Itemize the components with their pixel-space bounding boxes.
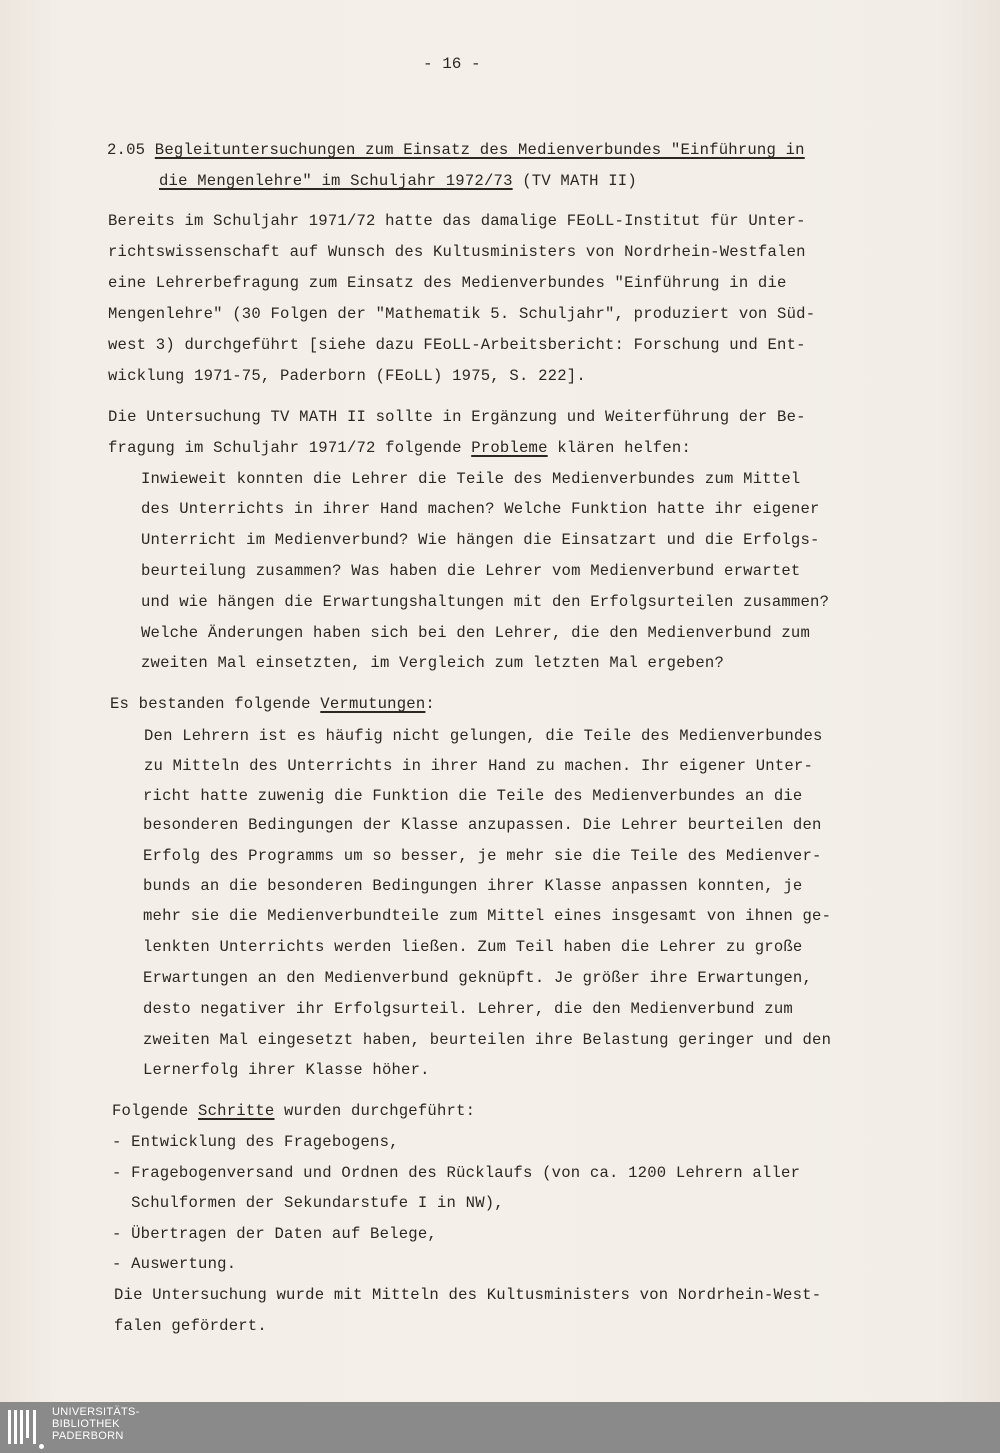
text-line: und wie hängen die Erwartungshaltungen mit den Erfolgsurteilen zusammen? — [141, 593, 830, 611]
list-item: - Entwicklung des Fragebogens, — [112, 1133, 399, 1151]
term-schritte: Schritte — [198, 1102, 275, 1120]
text-fragment: Es bestanden folgende — [110, 695, 321, 713]
term-probleme: Probleme — [471, 439, 548, 457]
text-line: zweiten Mal einsetzten, im Vergleich zum letzten Mal ergeben? — [141, 654, 725, 672]
text-line: Die Untersuchung wurde mit Mitteln des Kultusministers von Nordrhein-West- — [114, 1286, 822, 1304]
paragraph-hypotheses-intro — [110, 694, 435, 714]
text-line: zu Mitteln des Unterrichts in ihrer Hand zu machen. Ihr eigener Unter- — [144, 757, 814, 775]
term-vermutungen: Vermutungen — [320, 695, 426, 713]
section-title-part-1: Begleituntersuchungen zum Einsatz des Medienverbundes "Einführung in — [154, 141, 805, 159]
text-line: wicklung 1971-75, Paderborn (FEoLL) 1975, S. 222]. — [108, 367, 586, 385]
text-line: Mengenlehre" (30 Folgen der "Mathematik 5. Schuljahr", produziert von Süd- — [108, 305, 816, 323]
list-item: - Fragebogenversand und Ordnen des Rücklaufs (von ca. 1200 Lehrern aller — [112, 1164, 801, 1182]
text-line: Die Untersuchung TV MATH II sollte in Ergänzung und Weiterführung der Be- — [108, 408, 806, 426]
text-line: Bereits im Schuljahr 1971/72 hatte das damalige FEoLL-Institut für Unter- — [108, 212, 806, 230]
text-line: desto negativer ihr Erfolgsurteil. Lehrer, die den Medienverbund zum — [143, 1000, 793, 1018]
paragraph-steps-intro — [112, 1101, 475, 1121]
section-heading-line-1 — [107, 140, 805, 160]
list-item: - Übertragen der Daten auf Belege, — [112, 1225, 437, 1243]
text-line: Erfolg des Programms um so besser, je mehr sie die Teile des Medienver- — [143, 847, 822, 865]
text-line: richt hatte zuwenig die Funktion die Teile des Medienverbundes an die — [143, 787, 803, 805]
section-number: 2.05 — [107, 141, 146, 159]
library-logo-text — [52, 1406, 140, 1442]
text-line: Erwartungen an den Medienverbund geknüpft. Je größer ihre Erwartungen, — [143, 969, 813, 987]
library-logo-icon — [6, 1408, 46, 1448]
logo-line: PADERBORN — [52, 1430, 124, 1442]
text-line: bunds an die besonderen Bedingungen ihrer Klasse anpassen konnten, je — [143, 877, 803, 895]
text-line: west 3) durchgeführt [siehe dazu FEoLL-Arbeitsbericht: Forschung und Ent- — [108, 336, 806, 354]
text-line: des Unterrichts in ihrer Hand machen? Welche Funktion hatte ihr eigener — [141, 500, 820, 518]
text-line: besonderen Bedingungen der Klasse anzupassen. Die Lehrer beurteilen den — [143, 816, 822, 834]
text-line: zweiten Mal eingesetzt haben, beurteilen ihre Belastung geringer und den — [143, 1031, 832, 1049]
list-item: Schulformen der Sekundarstufe I in NW), — [112, 1194, 504, 1212]
text-line — [108, 438, 691, 458]
text-fragment: wurden durchgeführt: — [274, 1102, 476, 1120]
page-number: - 16 - — [423, 55, 481, 73]
text-line: beurteilung zusammen? Was haben die Lehrer vom Medienverbund erwartet — [141, 562, 801, 580]
section-title-suffix: (TV MATH II) — [512, 172, 637, 190]
text-line: mehr sie die Medienverbundteile zum Mittel eines insgesamt von ihnen ge- — [143, 907, 832, 925]
text-fragment: fragung im Schuljahr 1971/72 folgende — [108, 439, 472, 457]
text-line: Den Lehrern ist es häufig nicht gelungen, die Teile des Medienverbundes — [144, 727, 823, 745]
list-item: - Auswertung. — [112, 1255, 237, 1273]
text-fragment: klären helfen: — [547, 439, 692, 457]
text-line: Unterricht im Medienverbund? Wie hängen die Einsatzart und die Erfolgs- — [141, 531, 820, 549]
text-line: falen gefördert. — [114, 1317, 267, 1335]
text-line: Welche Änderungen haben sich bei den Lehrer, die den Medienverbund zum — [141, 624, 811, 642]
section-title-part-2: die Mengenlehre" im Schuljahr 1972/73 — [159, 172, 513, 190]
text-line: eine Lehrerbefragung zum Einsatz des Medienverbundes "Einführung in die — [108, 274, 787, 292]
logo-line: BIBLIOTHEK — [52, 1418, 120, 1430]
footer-bar — [0, 1402, 1000, 1453]
text-line: richtswissenschaft auf Wunsch des Kultusministers von Nordrhein-Westfalen — [108, 243, 806, 261]
text-fragment: Folgende — [112, 1102, 199, 1120]
logo-line: UNIVERSITÄTS- — [52, 1406, 140, 1418]
text-line: Inwieweit konnten die Lehrer die Teile des Medienverbundes zum Mittel — [141, 470, 801, 488]
text-fragment: : — [425, 695, 435, 713]
text-line: Lernerfolg ihrer Klasse höher. — [143, 1061, 430, 1079]
section-heading-line-2 — [159, 171, 637, 191]
text-line: lenkten Unterrichts werden ließen. Zum Teil haben die Lehrer zu große — [143, 938, 803, 956]
